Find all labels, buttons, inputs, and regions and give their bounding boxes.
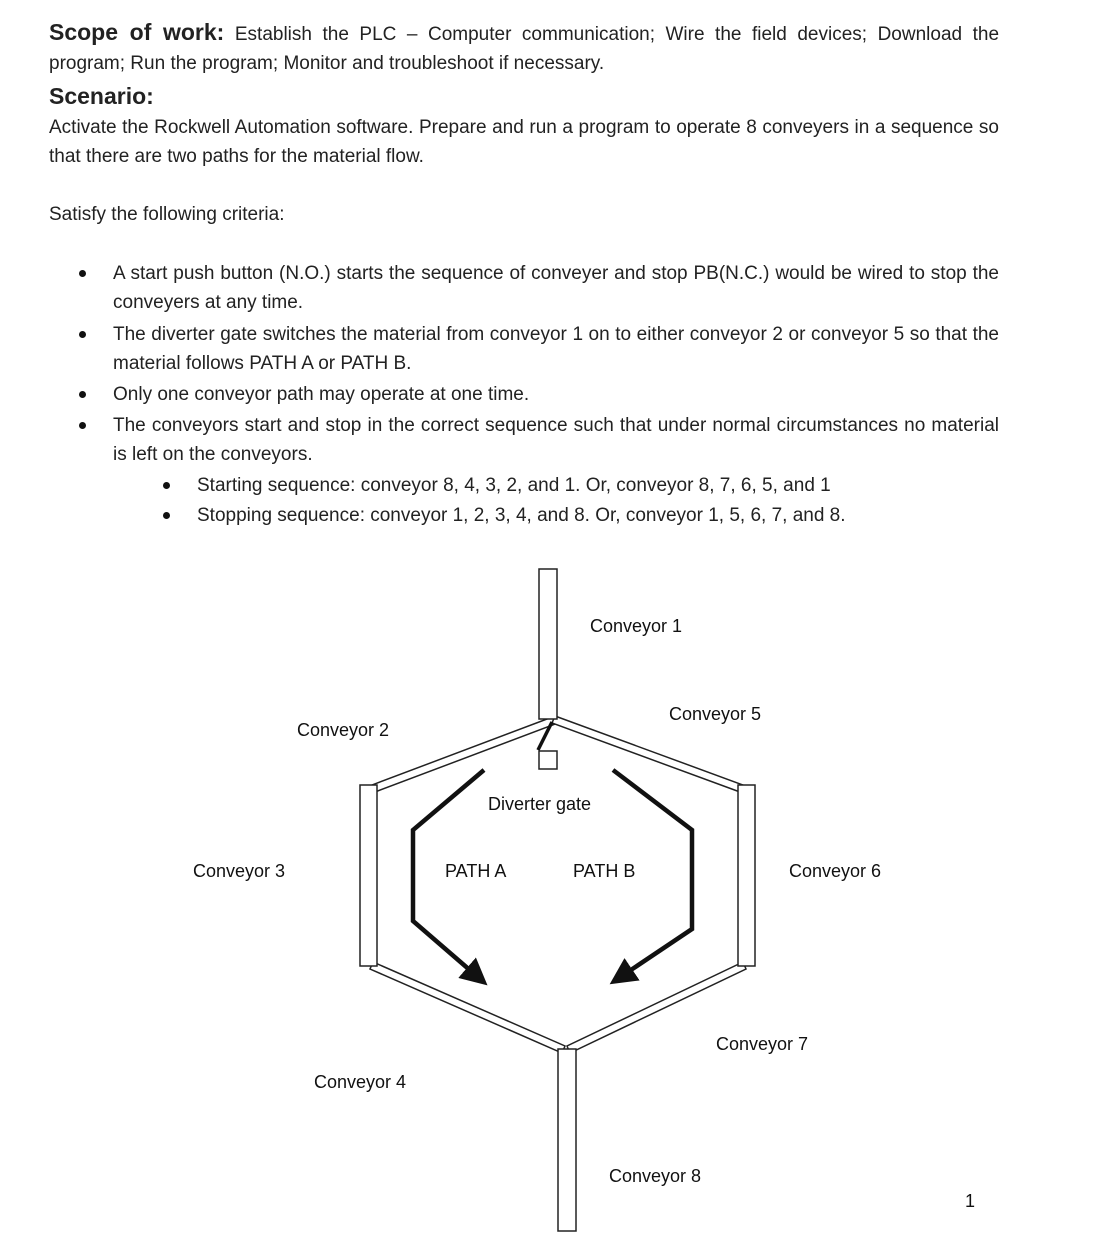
conveyor-7-label: Conveyor 7: [716, 1034, 809, 1054]
conveyor-4-label: Conveyor 4: [314, 1072, 407, 1092]
conveyor-6-belt: [738, 785, 755, 966]
conveyor-5-belt: [552, 716, 743, 792]
scope-text: Establish the PLC – Computer communication; Wire the field devices; Download the program; Run the program; Monitor and troubleshoot if necessary.: [49, 24, 1000, 74]
conveyor-1-label: Conveyor 1: [590, 616, 683, 636]
conveyor-8-label: Conveyor 8: [609, 1166, 702, 1186]
criteria-intro: Satisfy the following criteria:: [49, 204, 285, 225]
conveyor-3-belt: [360, 785, 377, 966]
conveyor-1-belt: [539, 569, 557, 719]
conveyor-3-label: Conveyor 3: [193, 861, 286, 881]
scenario-text: Activate the Rockwell Automation software. Prepare and run a program to operate 8 conveyers in a sequence so that there are two paths for the material flow.: [49, 117, 999, 167]
conveyor-5-label: Conveyor 5: [669, 704, 762, 724]
conveyor-4-belt: [370, 962, 565, 1053]
page-number: 1: [965, 1191, 976, 1211]
scope-label: Scope of work:: [49, 19, 225, 45]
conveyor-2-belt: [372, 716, 558, 792]
diverter-gate-box: [539, 751, 557, 769]
diverter-gate-label: Diverter gate: [488, 794, 592, 814]
path-b-label: PATH B: [573, 861, 636, 881]
conveyor-8-belt: [558, 1049, 576, 1231]
conveyor-6-label: Conveyor 6: [789, 861, 882, 881]
conveyor-2-label: Conveyor 2: [297, 720, 390, 740]
scenario-heading: Scenario:: [49, 83, 154, 109]
path-a-label: PATH A: [445, 861, 507, 881]
